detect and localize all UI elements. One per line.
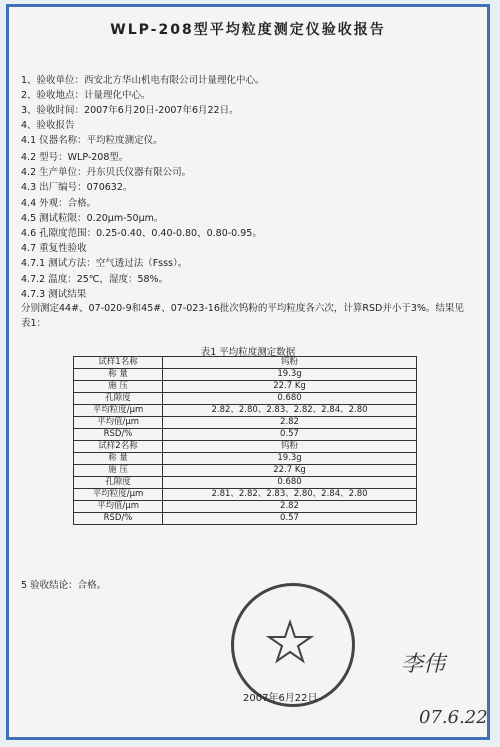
row-value: 0.680 <box>163 477 417 489</box>
row-value: 钨粉 <box>163 357 417 369</box>
report-item: 4、验收报告 <box>21 120 75 131</box>
report-item: 4.2 型号：WLP-208型。 <box>21 152 129 163</box>
table-row <box>74 369 417 381</box>
row-label: RSD/% <box>74 429 163 441</box>
row-value: 钨粉 <box>163 441 417 453</box>
table-row <box>74 513 417 525</box>
row-label: 试样1名称 <box>74 357 163 369</box>
row-label: 孔隙度 <box>74 393 163 405</box>
row-label: 平均值/μm <box>74 417 163 429</box>
table-row <box>74 405 417 417</box>
signature: 李伟 <box>401 652 446 677</box>
result-paragraph: 分别测定44#、07-020-9和45#、07-023-16批次钨粉的平均粒度各六次，计算RSD并小于3%。结果见表1： <box>21 303 464 329</box>
table-caption: 表1 平均粒度测定数据 <box>200 347 296 358</box>
report-item: 4.7.2 温度：25℃，湿度：58%。 <box>21 274 169 285</box>
table-row <box>74 501 417 513</box>
row-value: 0.57 <box>163 513 417 525</box>
row-label: 平均粒度/μm <box>74 489 163 501</box>
star-icon <box>234 586 346 698</box>
row-label: 孔隙度 <box>74 477 163 489</box>
row-label: 平均粒度/μm <box>74 405 163 417</box>
report-item: 4.7.3 测试结果 <box>21 289 87 300</box>
row-label: 平均值/μm <box>74 501 163 513</box>
table-row <box>74 357 417 369</box>
table-row <box>74 465 417 477</box>
report-item: 1、验收单位：西安北方华山机电有限公司计量理化中心。 <box>21 75 265 86</box>
report-item: 4.7 重复性验收 <box>21 243 87 254</box>
row-value: 0.680 <box>163 393 417 405</box>
row-label: 施 压 <box>74 465 163 477</box>
table-row <box>74 477 417 489</box>
signature-date: 07.6.22 <box>419 707 488 728</box>
report-title: WLP-208型平均粒度测定仪验收报告 <box>110 22 386 38</box>
stamp-date: 2007年6月22日 <box>243 693 318 704</box>
row-value: 19.3g <box>163 369 417 381</box>
report-item: 4.7.1 测试方法：空气透过法（Fsss）。 <box>21 258 188 269</box>
table-row <box>74 429 417 441</box>
report-item: 4.1 仪器名称：平均粒度测定仪。 <box>21 135 163 146</box>
row-value: 2.82、2.80、2.83、2.82、2.84、2.80 <box>163 405 417 417</box>
row-value: 19.3g <box>163 453 417 465</box>
report-sheet <box>6 4 490 740</box>
row-label: 称 量 <box>74 369 163 381</box>
row-label: RSD/% <box>74 513 163 525</box>
report-item: 3、验收时间：2007年6月20日-2007年6月22日。 <box>21 105 239 116</box>
table-row <box>74 489 417 501</box>
conclusion: 5 验收结论：合格。 <box>21 580 107 591</box>
row-value: 2.82 <box>163 501 417 513</box>
row-label: 称 量 <box>74 453 163 465</box>
data-table <box>73 356 417 525</box>
report-item: 2、验收地点：计量理化中心。 <box>21 90 151 101</box>
table-row <box>74 453 417 465</box>
row-value: 22.7 Kg <box>163 465 417 477</box>
report-item: 4.4 外观：合格。 <box>21 198 97 209</box>
row-label: 施 压 <box>74 381 163 393</box>
row-value: 0.57 <box>163 429 417 441</box>
report-item: 4.5 测试粒限：0.20μm-50μm。 <box>21 213 164 224</box>
row-value: 2.82 <box>163 417 417 429</box>
row-value: 22.7 Kg <box>163 381 417 393</box>
row-value: 2.81、2.82、2.83、2.80、2.84、2.80 <box>163 489 417 501</box>
table-row <box>74 417 417 429</box>
table-row <box>74 441 417 453</box>
table-row <box>74 381 417 393</box>
report-item: 4.3 出厂编号：070632。 <box>21 182 133 193</box>
row-label: 试样2名称 <box>74 441 163 453</box>
table-row <box>74 393 417 405</box>
report-item: 4.6 孔隙度范围：0.25-0.40、0.40-0.80、0.80-0.95。 <box>21 228 262 239</box>
report-item: 4.2 生产单位：丹东贝氏仪器有限公司。 <box>21 167 192 178</box>
